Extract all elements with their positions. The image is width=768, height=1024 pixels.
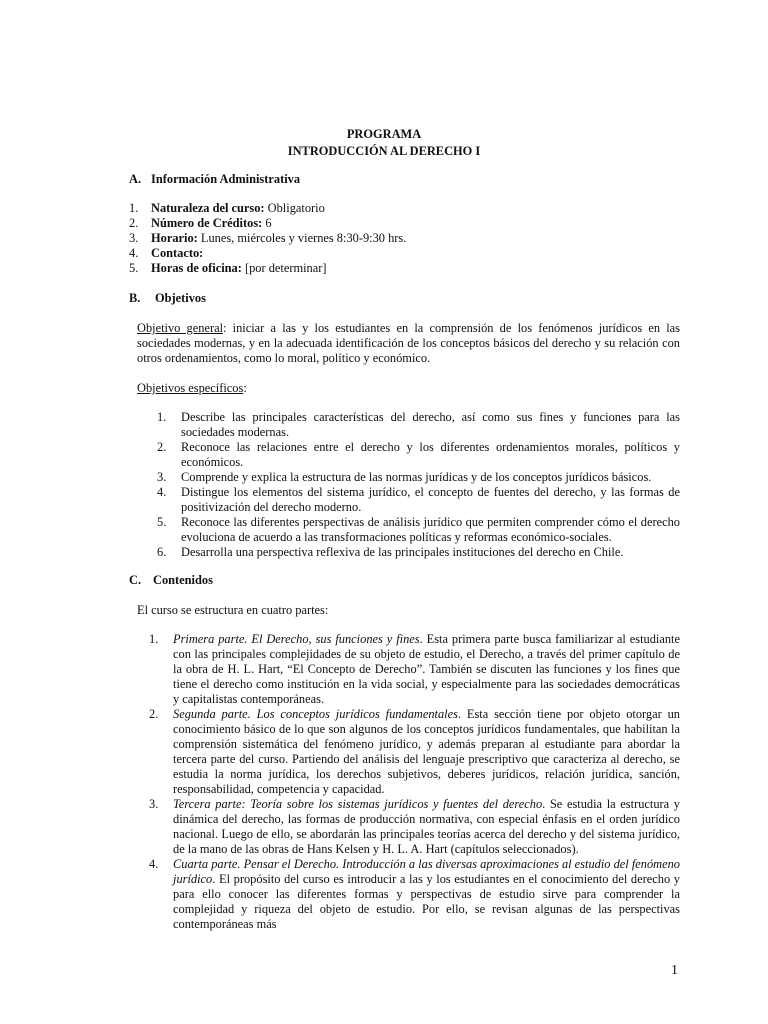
admin-item-value: [por determinar] xyxy=(241,261,327,275)
section-c-letter: C. xyxy=(129,573,142,587)
title-line-1: PROGRAMA xyxy=(346,127,422,141)
document-title xyxy=(0,126,768,160)
admin-item: 1. Naturaleza del curso: Obligatorio xyxy=(129,201,325,215)
objectives-specific-label: Objetivos específicos: xyxy=(137,381,247,395)
list-item: 6. Desarrolla una perspectiva reflexiva de las principales instituciones del derecho en Chile. xyxy=(157,545,624,559)
section-b-letter: B. xyxy=(129,291,141,305)
contents-list xyxy=(149,632,680,932)
admin-info-list xyxy=(129,201,689,276)
admin-item: 3. Horario: Lunes, miércoles y viernes 8:30-9:30 hrs. xyxy=(129,231,407,245)
section-a-letter: A. xyxy=(129,172,142,186)
admin-item-label: Número de Créditos: xyxy=(151,216,263,230)
list-item: 2. Reconoce las relaciones entre el derecho y los diferentes ordenamientos morales, políticos y económicos. xyxy=(157,440,680,469)
specific-objectives-list xyxy=(157,410,680,560)
admin-item-label: Horas de oficina: xyxy=(151,261,242,275)
section-c-title: Contenidos xyxy=(153,573,213,587)
list-item: 2. Segunda parte. Los conceptos jurídicos fundamentales. Esta sección tiene por objeto otorgar un conocimiento básico de lo que son algunos de los conceptos jurídicos fundamentales, que habilitan la comprensión sistemática del fenómeno jurídico, y además preparan al estudiante para abordar la tercera parte del curso. Partiendo del análisis del lenguaje prescriptivo que caracteriza al derecho, se estudia la norma jurídica, los derechos subjetivos, deberes jurídicos, relación jurídica, sanción, responsabilidad, competencia y capacidad. xyxy=(149,707,680,796)
admin-item: 5. Horas de oficina: [por determinar] xyxy=(129,261,327,275)
admin-item: 4. Contacto: xyxy=(129,246,204,260)
list-item: 3. Comprende y explica la estructura de las normas jurídicas y de los conceptos jurídicos básicos. xyxy=(157,470,652,484)
list-item: 5. Reconoce las diferentes perspectivas de análisis jurídico que permiten comprender cómo el derecho evoluciona de acuerdo a las transformaciones políticas y reformas económico-sociales. xyxy=(157,515,680,544)
admin-item-label: Contacto: xyxy=(151,246,204,260)
section-a-title: Información Administrativa xyxy=(151,172,301,186)
admin-item-label: Horario: xyxy=(151,231,198,245)
section-b-heading xyxy=(129,291,206,306)
section-c-heading xyxy=(129,573,213,588)
admin-item-value: Obligatorio xyxy=(264,201,325,215)
list-item: 4. Cuarta parte. Pensar el Derecho. Introducción a las diversas aproximaciones al estudio del fenómeno jurídico. El propósito del curso es introducir a las y los estudiantes en el conocimiento del derecho y para ello conocer las diferentes formas y perspectivas de estudio sirve para comprender la complejidad y riqueza del objeto de estudio. Por ello, se revisan algunas de las perspectivas contemporáneas más xyxy=(149,857,680,931)
admin-item: 2. Número de Créditos: 6 xyxy=(129,216,272,230)
list-item: 1. Primera parte. El Derecho, sus funciones y fines. Esta primera parte busca familiarizar al estudiante con las principales complejidades de su objeto de estudio, el Derecho, a través del primer capítulo de la obra de H. L. Hart, “El Concepto de Derecho”. También se discuten las funciones y los fines que tiene el derecho como institución en la vida social, y especialmente para las sociedades democráticas y capitalistas contemporáneas. xyxy=(149,632,680,706)
objective-general-text: : iniciar a las y los estudiantes en la comprensión de los fenómenos jurídicos en las sociedades modernas, y en la adecuada identificación de los conceptos básicos del derecho y su relación con otros ordenamientos, como lo moral, político y económico. xyxy=(137,321,680,365)
page-number: 1 xyxy=(671,963,678,978)
objective-general-paragraph xyxy=(137,321,680,366)
admin-item-label: Naturaleza del curso: xyxy=(151,201,265,215)
objective-general-label: Objetivo general xyxy=(137,321,224,335)
list-item: 4. Distingue los elementos del sistema jurídico, el concepto de fuentes del derecho, y las formas de positivización del derecho moderno. xyxy=(157,485,680,514)
list-item: 3. Tercera parte: Teoría sobre los sistemas jurídicos y fuentes del derecho. Se estudia la estructura y dinámica del derecho, las formas de producción normativa, con especial énfasis en el orden jurídico nacional. Luego de ello, se abordarán las principales teorías acerca del derecho y del sistema jurídico, de la mano de las obras de Hans Kelsen y H. L. A. Hart (capítulos seleccionados). xyxy=(149,797,681,856)
contents-intro: El curso se estructura en cuatro partes: xyxy=(137,603,329,617)
section-b-title: Objetivos xyxy=(155,291,206,305)
admin-item-value: 6 xyxy=(262,216,272,230)
title-line-2: INTRODUCCIÓN AL DERECHO I xyxy=(287,144,481,158)
admin-item-value: Lunes, miércoles y viernes 8:30-9:30 hrs. xyxy=(197,231,407,245)
section-a-heading xyxy=(129,172,300,187)
list-item: 1. Describe las principales características del derecho, así como sus fines y funciones para las sociedades modernas. xyxy=(157,410,680,439)
